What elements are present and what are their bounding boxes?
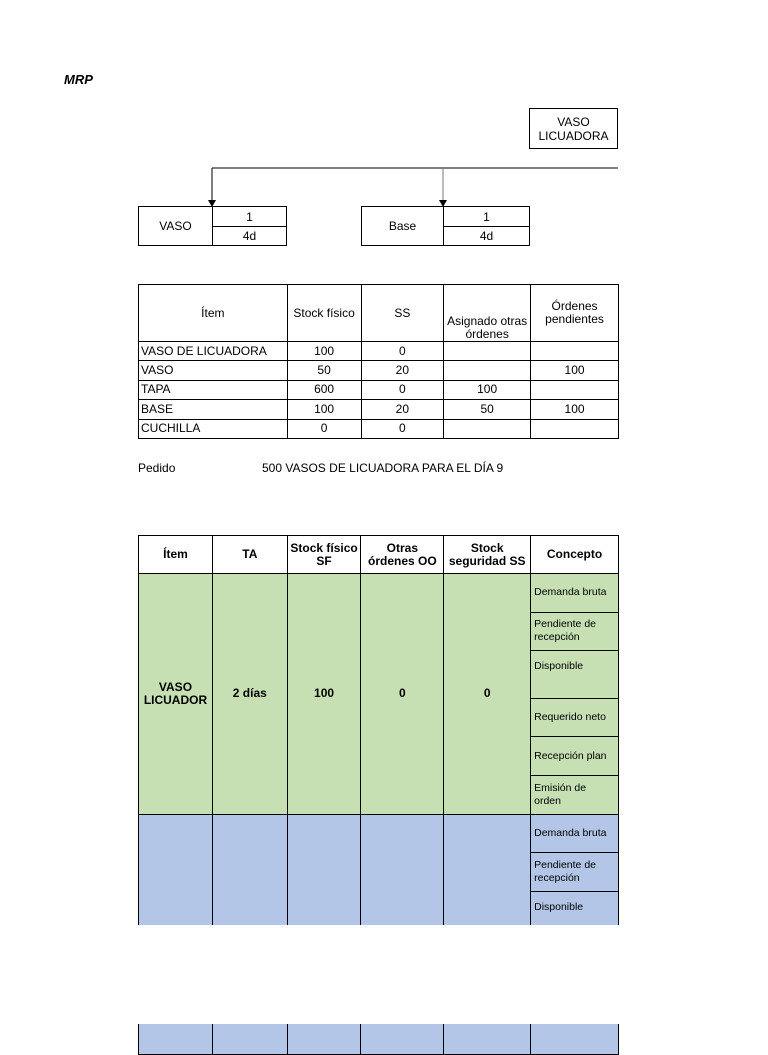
- table-row: [139, 380, 619, 399]
- node-qty: 1: [443, 206, 530, 227]
- order-label: Pedido: [138, 461, 176, 475]
- cell: [444, 419, 531, 438]
- order-text: 500 VASOS DE LICUADORA PARA EL DÍA 9: [262, 461, 504, 475]
- table-row: [139, 342, 619, 361]
- table-row: [139, 814, 619, 853]
- page-title: MRP: [64, 72, 93, 87]
- cell: TAPA: [139, 380, 288, 399]
- col-header: Órdenes pendientes: [531, 285, 619, 342]
- table-row: [139, 419, 619, 438]
- cell: BASE: [139, 400, 288, 419]
- col-header: Ítem: [139, 536, 213, 574]
- ss-cell: 0: [444, 574, 531, 815]
- table-row: [139, 574, 619, 613]
- concept-cell: Demanda bruta: [531, 574, 619, 613]
- cell: 100: [444, 380, 531, 399]
- table-row: [139, 400, 619, 419]
- cell: 50: [287, 361, 361, 380]
- cell: [531, 380, 619, 399]
- col-header: Stock físico: [287, 285, 361, 342]
- cell: [531, 342, 619, 361]
- table-header-row: [139, 285, 619, 342]
- page-cutoff: [0, 925, 768, 1024]
- cell: 0: [361, 342, 444, 361]
- cell: 100: [287, 342, 361, 361]
- table-row: [139, 361, 619, 380]
- cell: 100: [531, 400, 619, 419]
- col-header: Ítem: [139, 285, 288, 342]
- concept-cell: Pendiente de recepción: [531, 612, 619, 651]
- concept-cell: Pendiente de recepción: [531, 853, 619, 892]
- tree-connectors: [0, 0, 768, 220]
- concept-cell: Disponible: [531, 651, 619, 699]
- ta-cell: 2 días: [212, 574, 287, 815]
- concept-cell: Disponible: [531, 891, 619, 939]
- cell: [444, 361, 531, 380]
- concept-cell: Emisión de orden: [531, 775, 619, 814]
- concept-cell: Requerido neto: [531, 698, 619, 737]
- cell: 100: [531, 361, 619, 380]
- cell: [531, 419, 619, 438]
- concept-cell: Recepción plan: [531, 737, 619, 776]
- cell: VASO: [139, 361, 288, 380]
- cell: 0: [361, 380, 444, 399]
- cell: 50: [444, 400, 531, 419]
- cell: 0: [287, 419, 361, 438]
- cell: 600: [287, 380, 361, 399]
- col-header: Stock físico SF: [287, 536, 361, 574]
- node-name: VASO: [138, 206, 213, 246]
- tree-root-box: VASO LICUADORA: [529, 108, 618, 149]
- cell: CUCHILLA: [139, 419, 288, 438]
- concept-cell: Demanda bruta: [531, 814, 619, 853]
- node-name: Base: [361, 206, 444, 246]
- col-header: SS: [361, 285, 444, 342]
- col-header: TA: [212, 536, 287, 574]
- cell: VASO DE LICUADORA: [139, 342, 288, 361]
- item-cell: VASO LICUADOR: [139, 574, 213, 815]
- node-qty: 1: [212, 206, 287, 227]
- col-header: Concepto: [531, 536, 619, 574]
- cell: 100: [287, 400, 361, 419]
- cell: 0: [361, 419, 444, 438]
- cell: 20: [361, 400, 444, 419]
- cell: [444, 342, 531, 361]
- col-header: Stock seguridad SS: [444, 536, 531, 574]
- sf-cell: 100: [287, 574, 361, 815]
- node-lead: 4d: [443, 226, 530, 246]
- node-lead: 4d: [212, 226, 287, 246]
- col-header: Asignado otras órdenes: [444, 285, 531, 342]
- stock-table: [138, 284, 619, 439]
- table-header-row: [139, 536, 619, 574]
- col-header: Otras órdenes OO: [361, 536, 444, 574]
- oo-cell: 0: [361, 574, 444, 815]
- cell: 20: [361, 361, 444, 380]
